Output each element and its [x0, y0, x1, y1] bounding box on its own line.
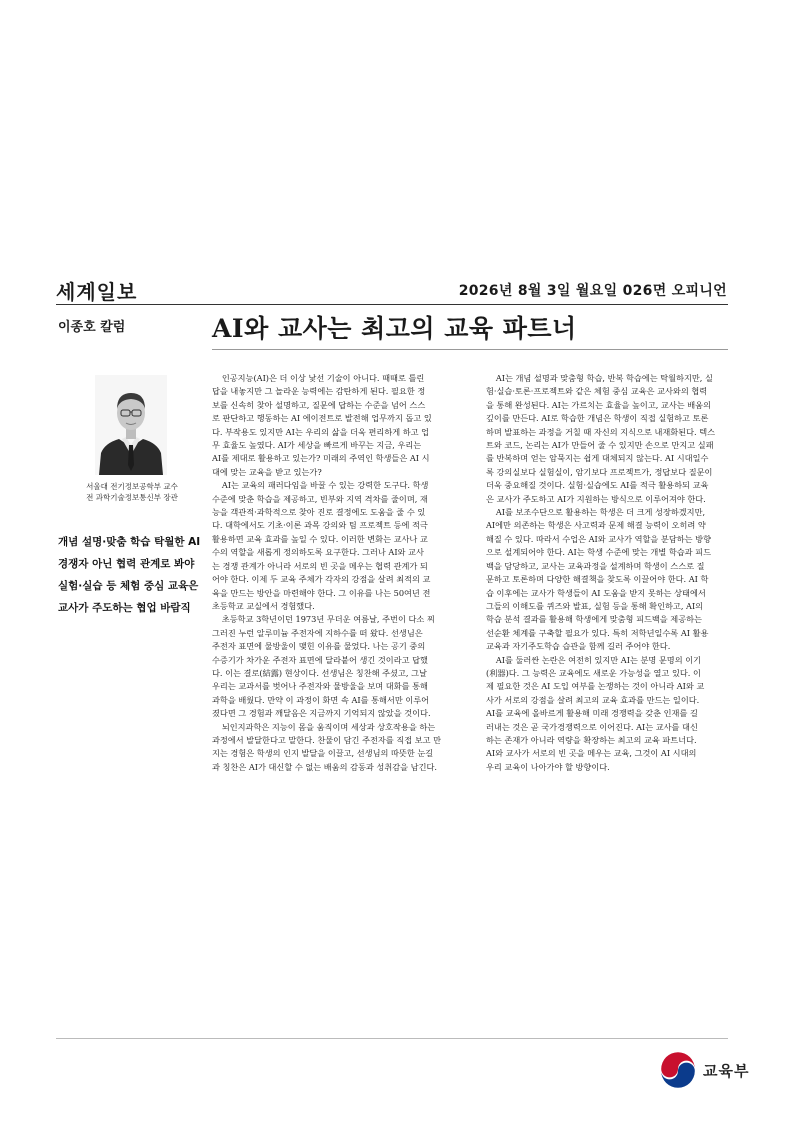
body-paragraph: AI는 개념 설명과 맞춤형 학습, 반복 학습에는 탁월하지만, 실 험·실습·토론·프로젝트와 같은 체험 중심 교육은 교사와의 협력 을 통해 완성된다. AI는 가르치는 효율을 높이고, 교사는 배움의 깊이를 만든다. AI로 학습한 개념은 학생이 직접 실험하고 토론 하며 발표하는 과정을 거칠 때 자신의 지식으로 내재화된다. 텍스 트와 코드, 논리는 AI가 만들어 줄 수 있지만 손으로 만지고 실패 를 반복하며 얻는 암묵지는 쉽게 대체되지 않는다. AI 시대일수 록 강의실보다 실험실이, 암기보다 프로젝트가, 정답보다 질문이 더욱 중요해질 것이다. 실험·실습에도 AI를 적극 활용하되 교육 은 교사가 주도하고 AI가 지원하는 방식으로 이루어져야 한다. [486, 373, 716, 504]
body-paragraph: 뇌인지과학은 지능이 몸을 움직이며 세상과 상호작용을 하는 과정에서 발달한다고 말한다. 찬물이 담긴 주전자를 직접 보고 만 지는 경험은 학생의 인지 발달을 이끌고, 선생님의 따뜻한 눈길 과 칭찬은 AI가 대신할 수 없는 배움의 감동과 성취감을 남긴다. [212, 721, 442, 772]
body-paragraph: AI는 교육의 패러다임을 바꿀 수 있는 강력한 도구다. 학생 수준에 맞춘 학습을 제공하고, 빈부와 지역 격차를 줄이며, 재 능을 객관적·과학적으로 찾아 진로 결정에도 도움을 줄 수 있 다. 대학에서도 기초·이론 과목 강의와 팀 프로젝트 등에 적극 활용하면 교육 효과를 높일 수 있다. 이러한 변화는 교사나 교 수의 역할을 새롭게 정의하도록 요구한다. 그러나 AI와 교사 는 경쟁 관계가 아니라 서로의 빈 곳을 메우는 협력 관계가 되 어야 한다. 이제 두 교육 주체가 각자의 강점을 살려 최적의 교 육을 만드는 방안을 마련해야 한다. 그 이유를 나는 50여년 전 초등학교 교실에서 경험했다. [212, 480, 431, 611]
subheadline-line-3: 실험·실습 등 체험 중심 교육은 [58, 580, 199, 592]
headline-divider [212, 349, 728, 350]
subheadline-line-4: 교사가 주도하는 협업 바람직 [58, 602, 191, 614]
author-caption-line-2: 전 과학기술정보통신부 장관 [86, 493, 178, 502]
body-paragraph: 초등학교 3학년이던 1973년 무더운 여름날, 주번이 다소 찌 그러진 누런 알루미늄 주전자에 지하수를 떠 왔다. 선생님은 주전자 표면에 물방울이 맺힌 이유를 물었다. 나는 공기 중의 수증기가 차가운 주전자 표면에 달라붙어 생긴 것이라고 답했 다. 이는 결로(結露) 현상이다. 선생님은 칭찬해 주셨고, 그날 우리는 교과서를 벗어나 주전자와 물방울을 보며 대화를 통해 과학을 배웠다. 만약 이 과정이 화면 속 AI를 통해서만 이루어 졌다면 그 경험과 깨달음은 지금까지 기억되지 않았을 것이다. [212, 614, 435, 719]
ministry-name: 교육부 [703, 1062, 750, 1080]
newspaper-name: 세계일보 [56, 280, 138, 304]
body-paragraph: AI를 둘러싼 논란은 여전히 있지만 AI는 분명 문명의 이기 (利器)다. 그 능력은 교육에도 새로운 가능성을 열고 있다. 이 제 필요한 것은 AI 도입 여부를 논쟁하는 것이 아니라 AI와 교 사가 서로의 강점을 살려 최고의 교육 효과를 만드는 일이다. AI를 교육에 올바르게 활용해 미래 경쟁력을 갖춘 인재를 길 러내는 것은 곧 국가경쟁력으로 이어진다. AI는 교사를 대신 하는 존재가 아니라 역량을 확장하는 최고의 교육 파트너다. AI와 교사가 서로의 빈 곳을 메우는 교육, 그것이 AI 시대의 우리 교육이 나아가야 할 방향이다. [486, 654, 705, 772]
column-name: 이종호 칼럼 [58, 320, 126, 335]
body-paragraph: AI를 보조수단으로 활용하는 학생은 더 크게 성장하겠지만, AI에만 의존하는 학생은 사고력과 문제 해결 능력이 오히려 약 해질 수 있다. 따라서 수업은 AI와 교사가 역할을 분담하는 방향 으로 설계되어야 한다. AI는 학생 수준에 맞는 개별 학습과 피드 백을 담당하고, 교사는 교육과정을 설계하며 학생이 스스로 질 문하고 토론하며 다양한 해결책을 찾도록 이끌어야 한다. AI 학 습 이후에는 교사가 학생들이 AI 도움을 받지 못하는 상태에서 그들의 이해도를 퀴즈와 발표, 실험 등을 통해 확인하고, AI의 학습 분석 결과를 활용해 학생에게 맞춤형 피드백을 제공하는 선순환 체계를 구축할 필요가 있다. 특히 저학년일수록 AI 활용 교육과 자기주도학습 습관을 함께 길러 주어야 한다. [486, 507, 711, 652]
author-photo [95, 375, 167, 475]
dateline: 2026년 8월 3일 월요일 026면 오피니언 [458, 283, 727, 299]
subheadline [58, 531, 206, 619]
body-paragraph: 인공지능(AI)은 더 이상 낯선 기술이 아니다. 때때로 틀린 답을 내놓지만 그 놀라운 능력에는 감탄하게 된다. 필요한 정 보를 신속히 찾아 설명하고, 질문에 답하는 수준을 넘어 스스 로 판단하고 행동하는 AI 에이전트로 발전해 업무까지 돕고 있 다. 부작용도 있지만 AI는 우리의 삶을 더욱 편리하게 하고 업 무 효율도 높였다. AI가 세상을 빠르게 바꾸는 지금, 우리는 AI를 제대로 활용하고 있는가? 미래의 주역인 학생들은 AI 시 대에 맞는 교육을 받고 있는가? [212, 373, 432, 477]
author-caption-line-1: 서울대 전기정보공학부 교수 [86, 482, 178, 491]
headline: AI와 교사는 최고의 교육 파트너 [212, 314, 577, 343]
footer-divider [56, 1038, 728, 1039]
header-divider [56, 304, 728, 305]
ministry-emblem-icon [660, 1052, 696, 1088]
subheadline-line-2: 경쟁자 아닌 협력 관계로 봐야 [58, 558, 195, 570]
article-body-right-column [486, 372, 728, 774]
author-caption [58, 481, 206, 503]
subheadline-line-1: 개념 설명·맞춤 학습 탁월한 AI [58, 536, 201, 548]
article-body-left-column [212, 372, 454, 774]
